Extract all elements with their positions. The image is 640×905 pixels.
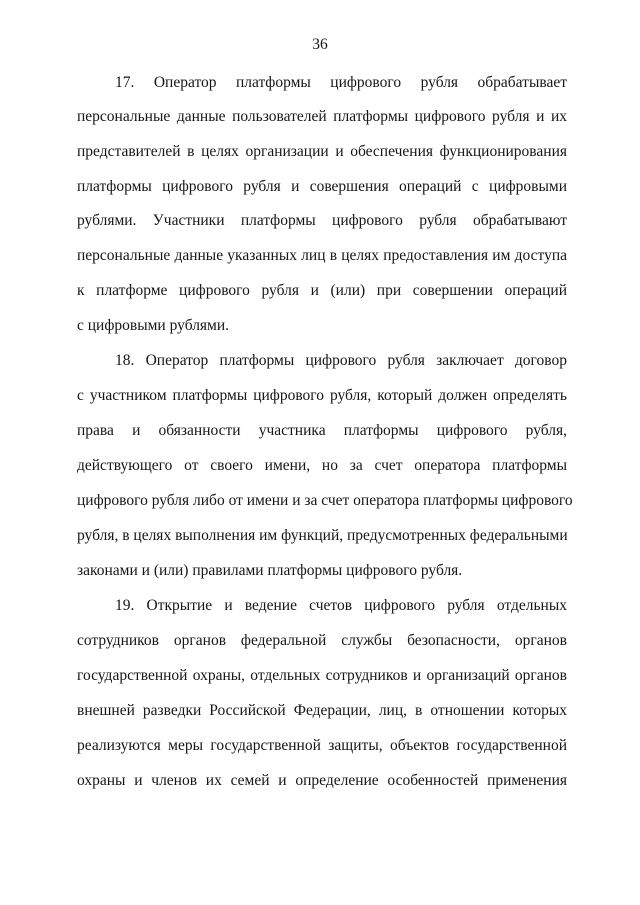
page-number: 36 bbox=[312, 36, 328, 53]
paragraph-19-line-2: сотрудников органов федеральной службы безопасности, органов bbox=[77, 632, 567, 649]
paragraph-17-line-4: платформы цифрового рубля и совершения операций с цифровыми bbox=[77, 178, 567, 195]
paragraph-18-line-3: права и обязанности участника платформы цифрового рубля, bbox=[77, 422, 567, 439]
paragraph-17-line-1: 17. Оператор платформы цифрового рубля обрабатывает bbox=[115, 74, 567, 91]
paragraph-19-line-5: реализуются меры государственной защиты, объектов государственной bbox=[77, 737, 567, 754]
paragraph-18-line-6: рубля, в целях выполнения им функций, предусмотренных федеральными bbox=[77, 527, 568, 544]
paragraph-17-line-5: рублями. Участники платформы цифрового рубля обрабатывают bbox=[77, 212, 567, 229]
paragraph-18-line-7: законами и (или) правилами платформы цифрового рубля. bbox=[77, 562, 463, 579]
paragraph-17-line-8: с цифровыми рублями. bbox=[77, 317, 230, 334]
paragraph-18-line-1: 18. Оператор платформы цифрового рубля заключает договор bbox=[115, 352, 567, 369]
paragraph-18-line-5: цифрового рубля либо от имени и за счет оператора платформы цифрового bbox=[77, 492, 573, 509]
paragraph-19-line-6: охраны и членов их семей и определение особенностей применения bbox=[77, 772, 567, 789]
paragraph-17-line-2: персональные данные пользователей платформы цифрового рубля и их bbox=[77, 108, 567, 125]
paragraph-18-line-4: действующего от своего имени, но за счет оператора платформы bbox=[77, 457, 567, 474]
paragraph-19-line-4: внешней разведки Российской Федерации, лиц, в отношении которых bbox=[77, 702, 567, 719]
paragraph-18-line-2: с участником платформы цифрового рубля, который должен определять bbox=[77, 387, 567, 404]
paragraph-19-line-3: государственной охраны, отдельных сотрудников и организаций органов bbox=[77, 667, 567, 684]
paragraph-19-line-1: 19. Открытие и ведение счетов цифрового рубля отдельных bbox=[115, 597, 567, 614]
paragraph-17-line-7: к платформе цифрового рубля и (или) при совершении операций bbox=[77, 282, 567, 299]
paragraph-17-line-6: персональные данные указанных лиц в целях предоставления им доступа bbox=[77, 247, 567, 264]
paragraph-17-line-3: представителей в целях организации и обеспечения функционирования bbox=[77, 143, 567, 160]
